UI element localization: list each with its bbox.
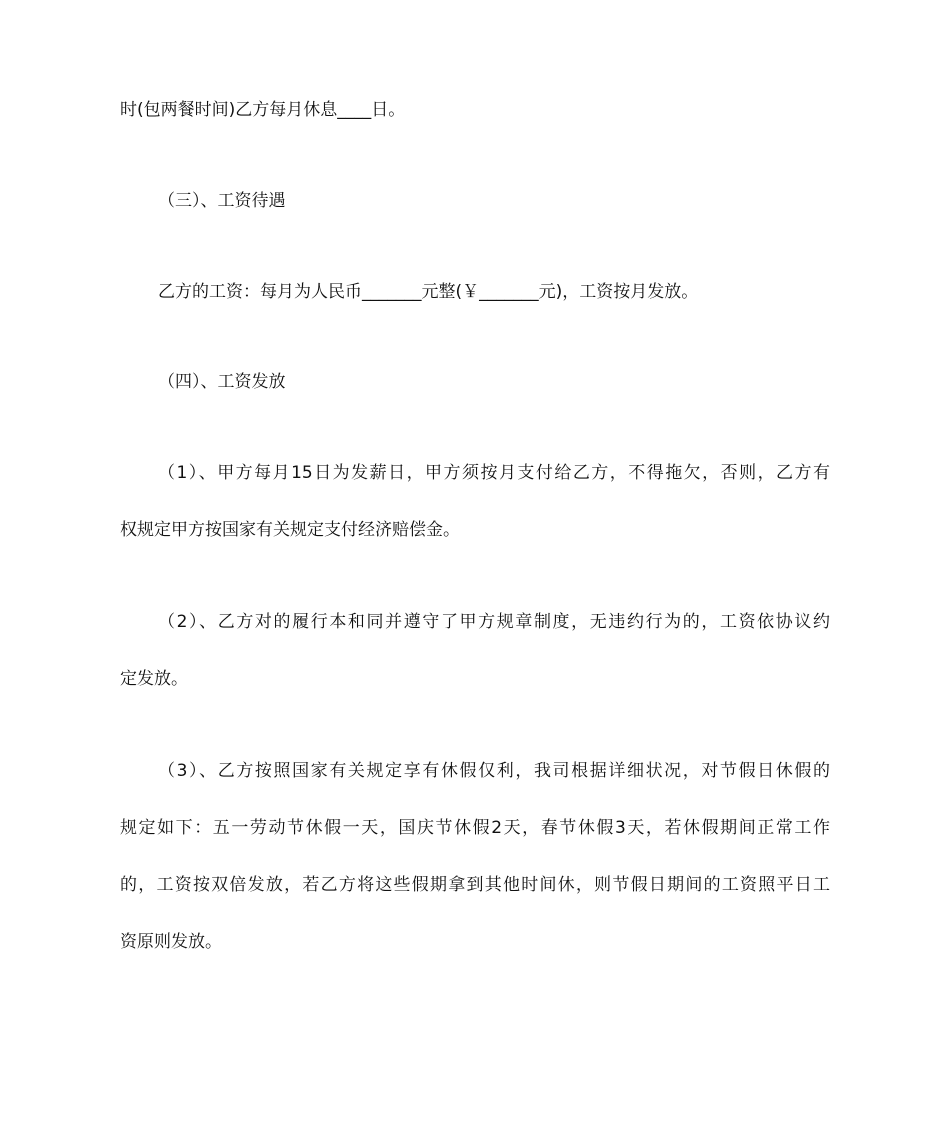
clause-1-line-1: （1）、甲方每月15日为发薪日，甲方须按月支付给乙方，不得拖欠，否则，乙方有 bbox=[158, 463, 830, 483]
clause-2-line-2: 定发放。 bbox=[120, 669, 188, 689]
section-heading-salary-treatment: （三）、工资待遇 bbox=[158, 191, 286, 211]
clause-3-line-2: 规定如下：五一劳动节休假一天，国庆节休假2天，春节休假3天，若休假期间正常工作 bbox=[120, 818, 830, 838]
section-heading-salary-payment: （四）、工资发放 bbox=[158, 372, 286, 392]
text-line-work-hours: 时(包两餐时间)乙方每月休息____日。 bbox=[120, 100, 406, 120]
clause-3-line-1: （3）、乙方按照国家有关规定享有休假仅利，我司根据详细状况，对节假日休假的 bbox=[158, 761, 830, 781]
clause-1-line-2: 权规定甲方按国家有关规定支付经济赔偿金。 bbox=[120, 520, 460, 540]
clause-3-line-3: 的，工资按双倍发放，若乙方将这些假期拿到其他时间休，则节假日期间的工资照平日工 bbox=[120, 875, 830, 895]
clause-3-line-4: 资原则发放。 bbox=[120, 932, 222, 952]
text-line-salary-amount: 乙方的工资：每月为人民币_______元整(￥_______元)，工资按月发放。 bbox=[158, 282, 699, 302]
clause-2-line-1: （2）、乙方对的履行本和同并遵守了甲方规章制度，无违约行为的，工资依协议约 bbox=[158, 612, 830, 632]
